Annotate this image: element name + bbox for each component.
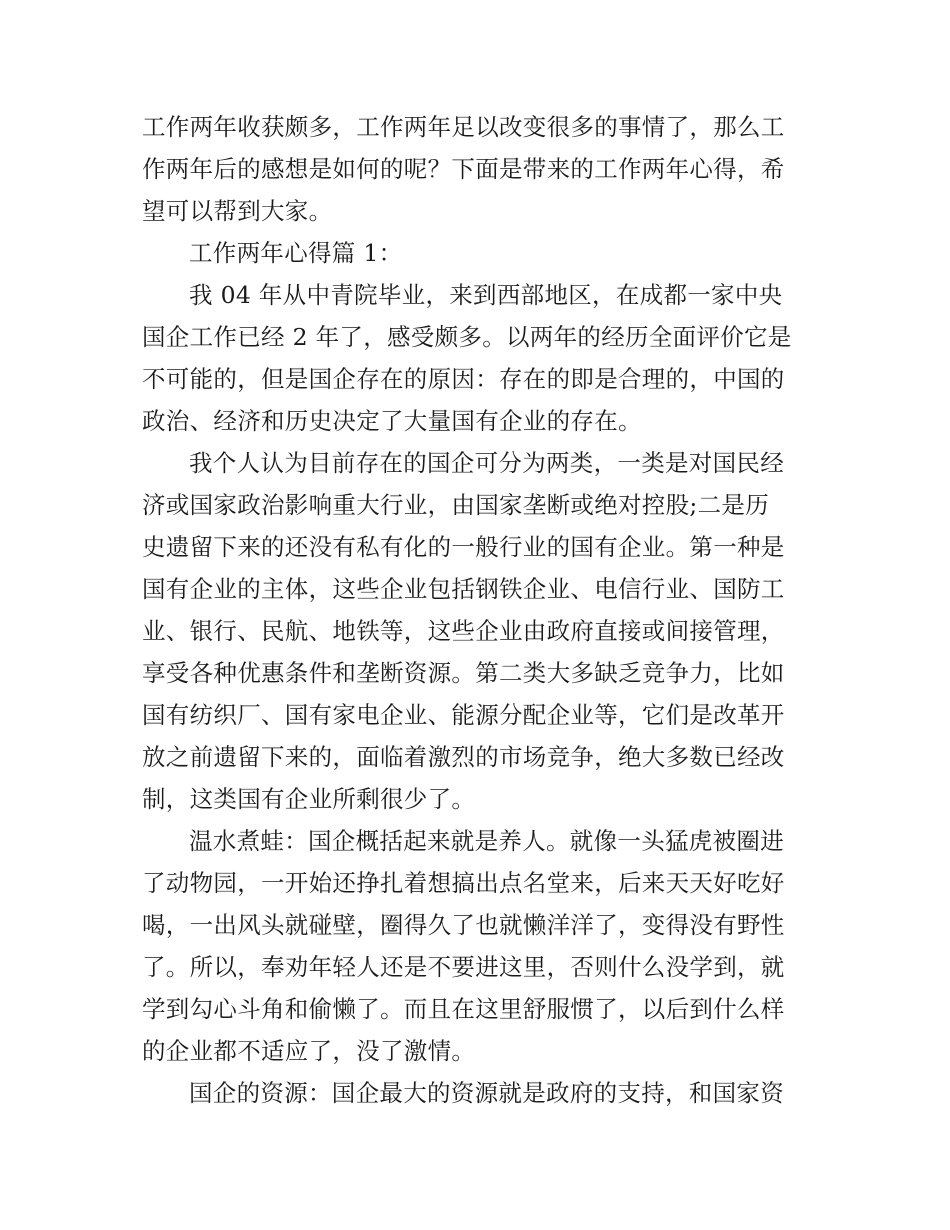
- text-line: 国企工作已经 2 年了，感受颇多。以两年的经历全面评价它是: [142, 323, 792, 351]
- text-line: 国有纺织厂、国有家电企业、能源分配企业等，它们是改革开: [142, 701, 785, 729]
- text-line: 工作两年收获颇多，工作两年足以改变很多的事情了，那么工: [142, 113, 785, 141]
- text-line: 国有企业的主体，这些企业包括钢铁企业、电信行业、国防工: [142, 575, 785, 603]
- text-line: 制，这类国有企业所剩很少了。: [142, 785, 476, 813]
- text-line: 温水煮蛙：国企概括起来就是养人。就像一头猛虎被圈进: [189, 827, 784, 855]
- document-body: [142, 106, 812, 1114]
- text-line: 了动物园，一开始还挣扎着想搞出点名堂来，后来天天好吃好: [142, 869, 785, 897]
- text-line: 我个人认为目前存在的国企可分为两类，一类是对国民经: [189, 449, 784, 477]
- text-line: 我 04 年从中青院毕业，来到西部地区，在成都一家中央: [189, 281, 783, 309]
- text-line: 政治、经济和历史决定了大量国有企业的存在。: [142, 407, 642, 435]
- text-line: 学到勾心斗角和偷懒了。而且在这里舒服惯了，以后到什么样: [142, 995, 785, 1023]
- text-line: 业、银行、民航、地铁等，这些企业由政府直接或间接管理，: [142, 617, 785, 645]
- text-line: 放之前遗留下来的，面临着激烈的市场竞争，绝大多数已经改: [142, 743, 785, 771]
- text-line: 史遗留下来的还没有私有化的一般行业的国有企业。第一种是: [142, 533, 785, 561]
- text-line: 济或国家政治影响重大行业，由国家垄断或绝对控股;二是历: [142, 491, 770, 519]
- text-line: 不可能的，但是国企存在的原因：存在的即是合理的，中国的: [142, 365, 785, 393]
- text-line: 喝，一出风头就碰壁，圈得久了也就懒洋洋了，变得没有野性: [142, 911, 785, 939]
- text-line: 的企业都不适应了，没了激情。: [142, 1037, 476, 1065]
- text-line: 国企的资源：国企最大的资源就是政府的支持，和国家资: [189, 1079, 784, 1107]
- text-line: 了。所以，奉劝年轻人还是不要进这里，否则什么没学到，就: [142, 953, 785, 981]
- section-heading: 工作两年心得篇 1：: [189, 239, 403, 267]
- text-line: 望可以帮到大家。: [142, 197, 333, 225]
- text-line: 享受各种优惠条件和垄断资源。第二类大多缺乏竞争力，比如: [142, 659, 785, 687]
- text-line: 作两年后的感想是如何的呢？下面是带来的工作两年心得，希: [142, 155, 785, 183]
